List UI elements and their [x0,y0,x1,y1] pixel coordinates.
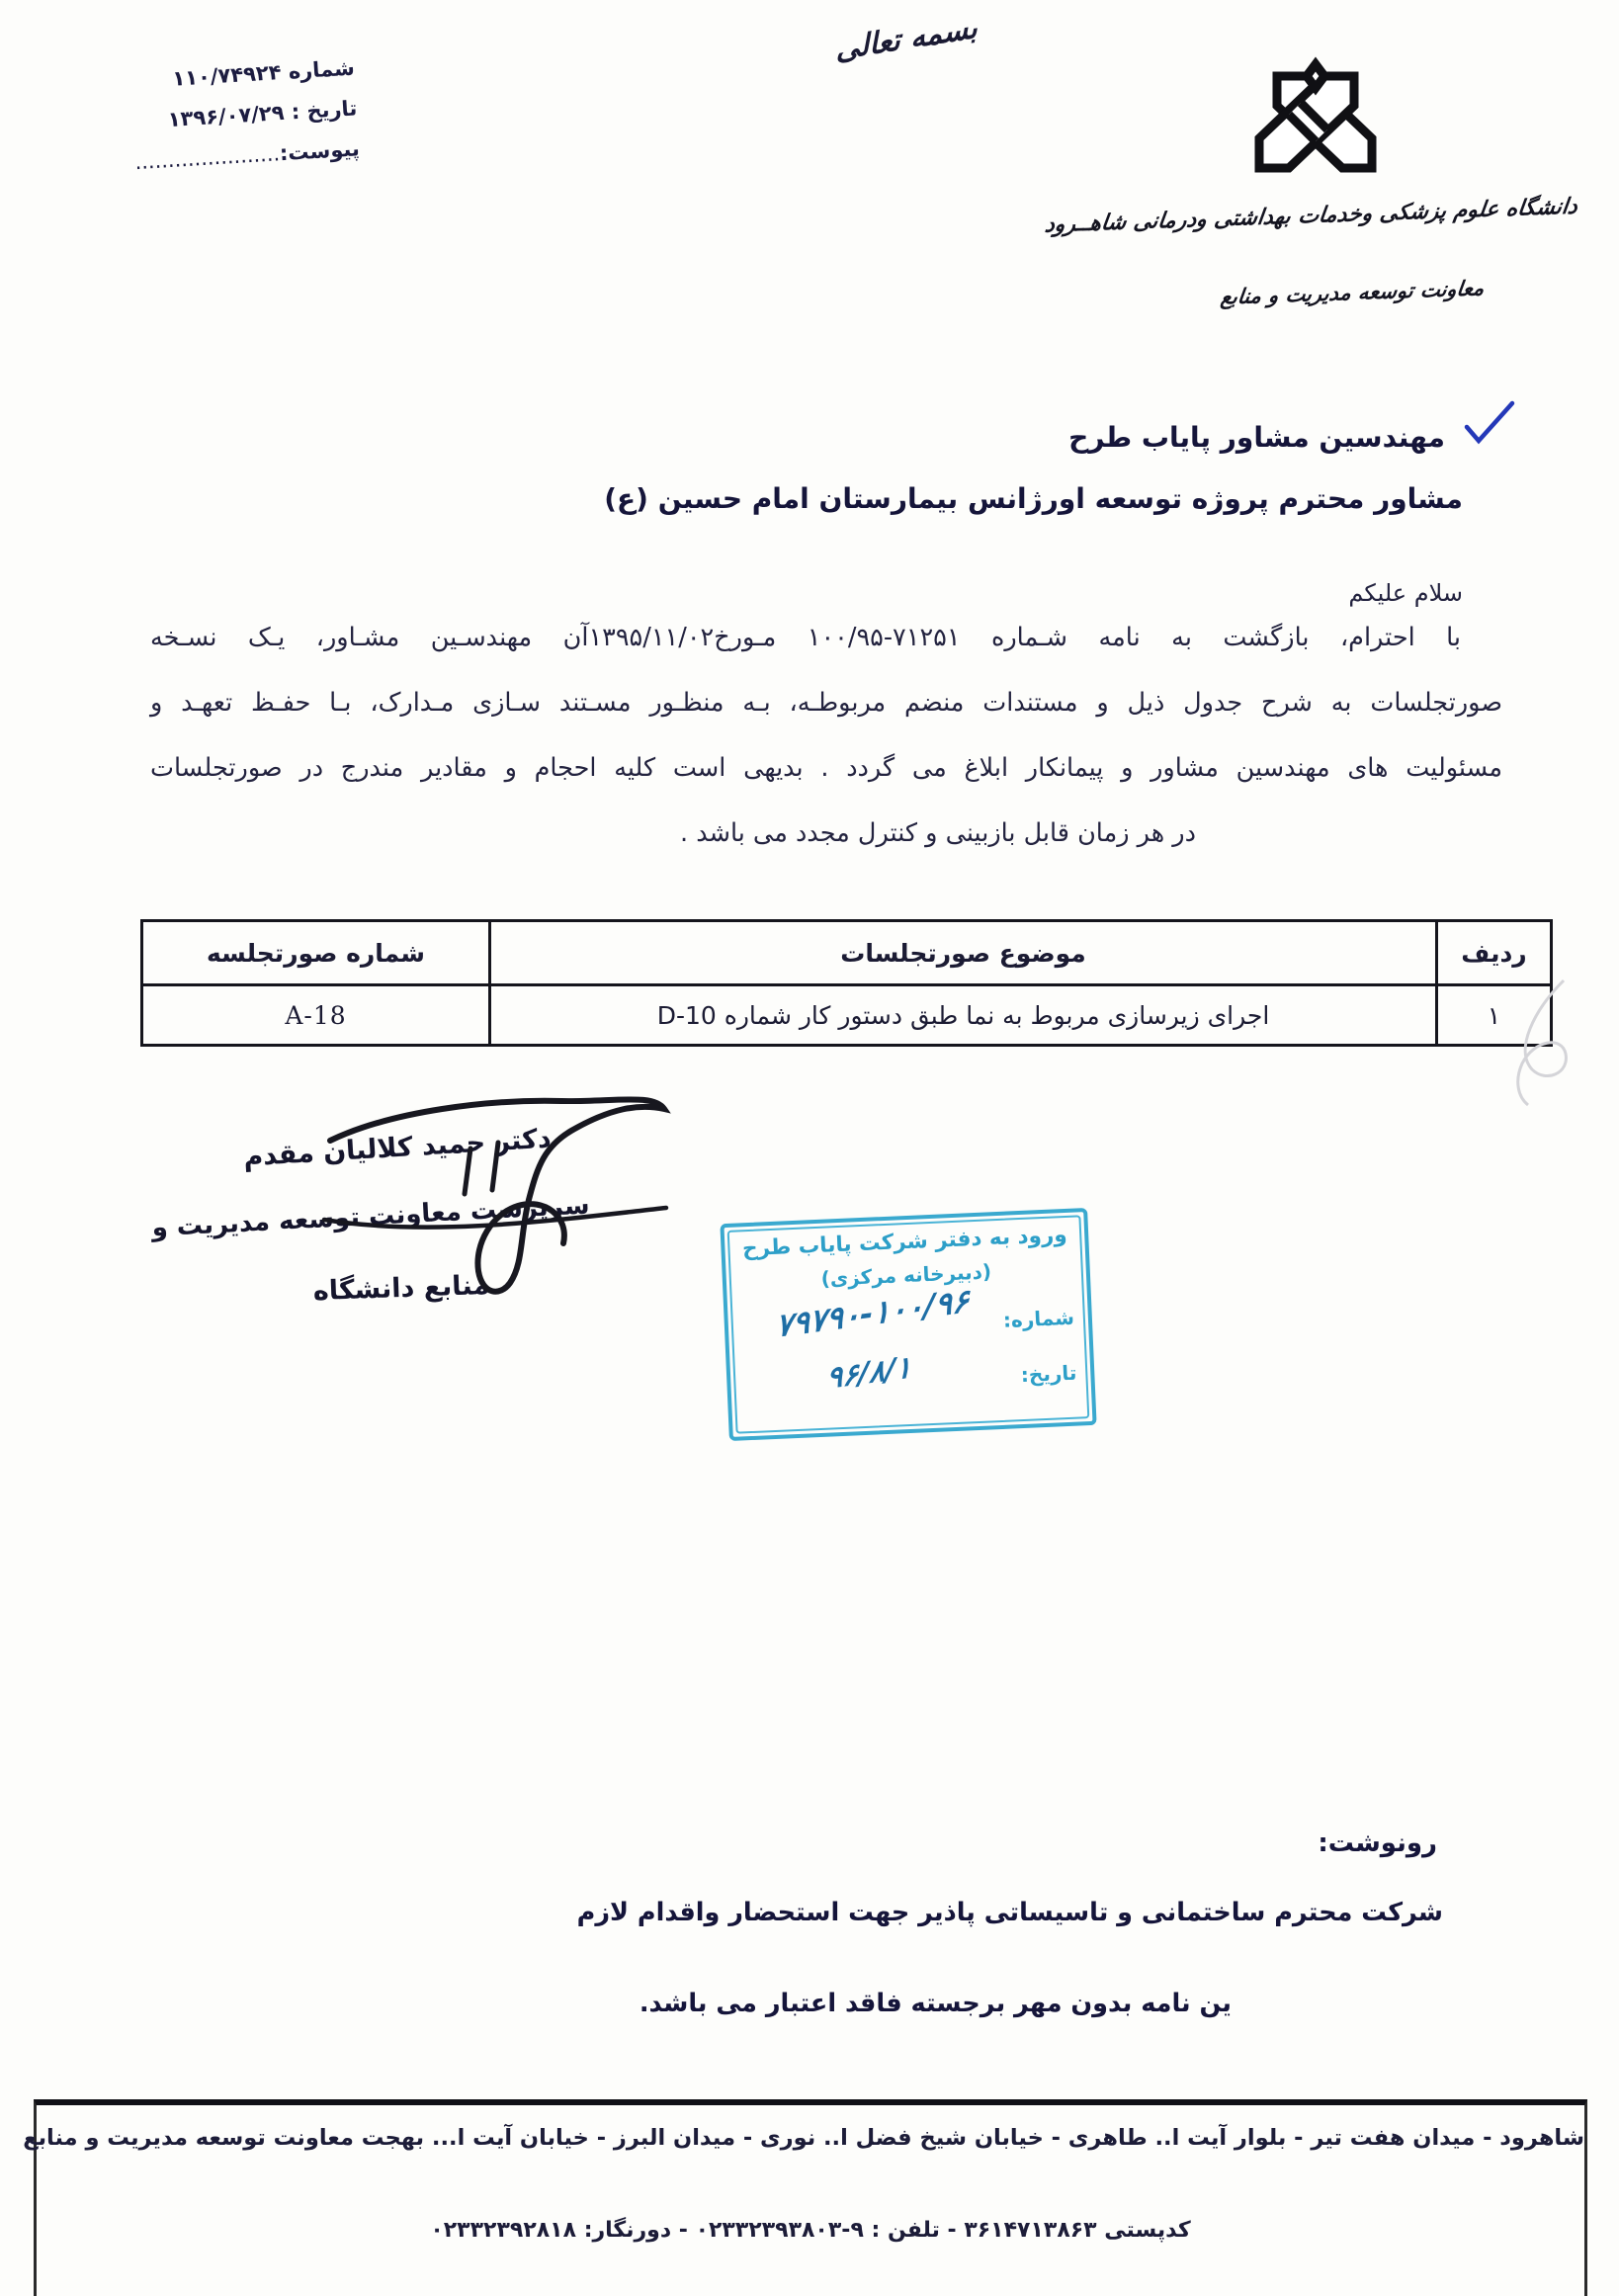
validity-note: ین نامه بدون مهر برجسته فاقد اعتبار می باشد. [639,1989,1232,2018]
letter-number-row [107,55,355,94]
letter-number-label: شماره [288,55,356,84]
letter-date-row [110,96,358,134]
stamp-subtitle: (دبیرخانه مرکزی) [820,1259,992,1291]
university-logo-icon [1241,47,1390,206]
body-line-4: در هر زمان قابل بازبینی و کنترل مجدد می باشد . [680,818,1196,848]
header-subject: موضوع صورتجلسات [490,921,1437,985]
table-header-row [142,921,1552,985]
check-mark-icon [1461,397,1518,449]
company-entry-stamp [720,1208,1096,1441]
signer-name: دکتر حمید کلالیان مقدم [242,1123,553,1173]
table-row [142,985,1552,1046]
footer-contact: کدپستی ۳۶۱۴۷۱۳۸۶۳ - تلفن : ۹-۰۲۳۳۲۳۹۳۸۰۳ - دورنگار: ۰۲۳۳۲۳۹۲۸۱۸ [430,2218,1191,2243]
signer-title-line2: منابع دانشگاه [312,1269,490,1308]
org-deputy-line: معاونت توسعه مدیریت و منابع [1219,276,1487,309]
recipient-name: مهندسین مشاور پایاب طرح [1068,421,1445,454]
header-minute-number: شماره صورتجلسه [142,921,490,985]
letter-date-value: ۱۳۹۶/۰۷/۲۹ [167,100,286,132]
org-name-line: دانشگاه علوم پزشکی وخدمات بهداشتی ودرمانی شاهــرود [1043,194,1579,238]
attachment-dots: ...................... [133,141,281,175]
cc-recipient-line: شرکت محترم ساختمانی و تاسیساتی پاذیر جهت استحضار واقدام لازم [576,1898,1443,1927]
signer-title-line1: سرپرست معاونت توسعه مدیریت و [150,1190,591,1243]
stamp-number-value: ۷۹۷۹۰-۱۰۰/۹۶ [775,1281,970,1345]
header-radif: ردیف [1437,921,1552,985]
scan-artifact-mark [1475,971,1603,1109]
minutes-table [140,919,1553,1047]
cell-subject: اجرای زیرسازی مربوط به نما طبق دستور کار شماره D-10 [490,985,1437,1046]
body-line-1: با احترام، بازگشت به نامه شـماره ۷۱۲۵۱-۱۰۰/۹۵ مـورخ۱۳۹۵/۱۱/۰۲آن مهندسـین مشـاور، یـک نسـخه [150,623,1461,652]
letter-date-label: تاریخ : [291,96,358,125]
letter-attachment-label: پیوست: [279,136,361,166]
letter-ref-block [107,55,361,192]
cell-radif: ۱ [1437,985,1552,1046]
cc-label: رونوشت: [1318,1828,1437,1858]
cell-minute-number: A-18 [142,985,490,1046]
stamp-date-value: ۹۶/۸/۱ [826,1349,912,1397]
stamp-number-label: شماره: [1002,1305,1075,1332]
stamp-title: ورود به دفتر شرکت پایاب طرح [741,1222,1068,1262]
footer-address: شاهرود - میدان هفت تیر - بلوار آیت ا.. طاهری - خیابان شیخ فضل ا.. نوری - میدان البرز - خیابان آیت ا... بهجت معاونت توسعه مدیریت و منابع [23,2125,1584,2151]
letterhead-footer [23,2099,1587,2296]
letter-attachment-row [112,136,360,175]
body-line-2: صورتجلسات به شرح جدول ذیل و مستندات منضم مربوطـه، بـه منظـور مسـتند سـازی مـدارک، بـا حفـظ تعهـد و [150,688,1502,718]
salutation: سلام علیکم [1348,579,1463,607]
letter-number-value: ۱۱۰/۷۴۹۲۴ [171,60,283,91]
besmele-calligraphy: بسمه تعالی [834,10,979,68]
body-line-3: مسئولیت های مهندسین مشاور و پیمانکار ابلاغ می گردد . بدیهی است کلیه احجام و مقادیر مندرج در صورتجلسات [150,753,1502,783]
recipient-project-line: مشاور محترم پروژه توسعه اورژانس بیمارستان امام حسین (ع) [604,482,1463,515]
handwritten-signature [312,1069,678,1321]
stamp-date-label: تاریخ: [1020,1360,1077,1388]
